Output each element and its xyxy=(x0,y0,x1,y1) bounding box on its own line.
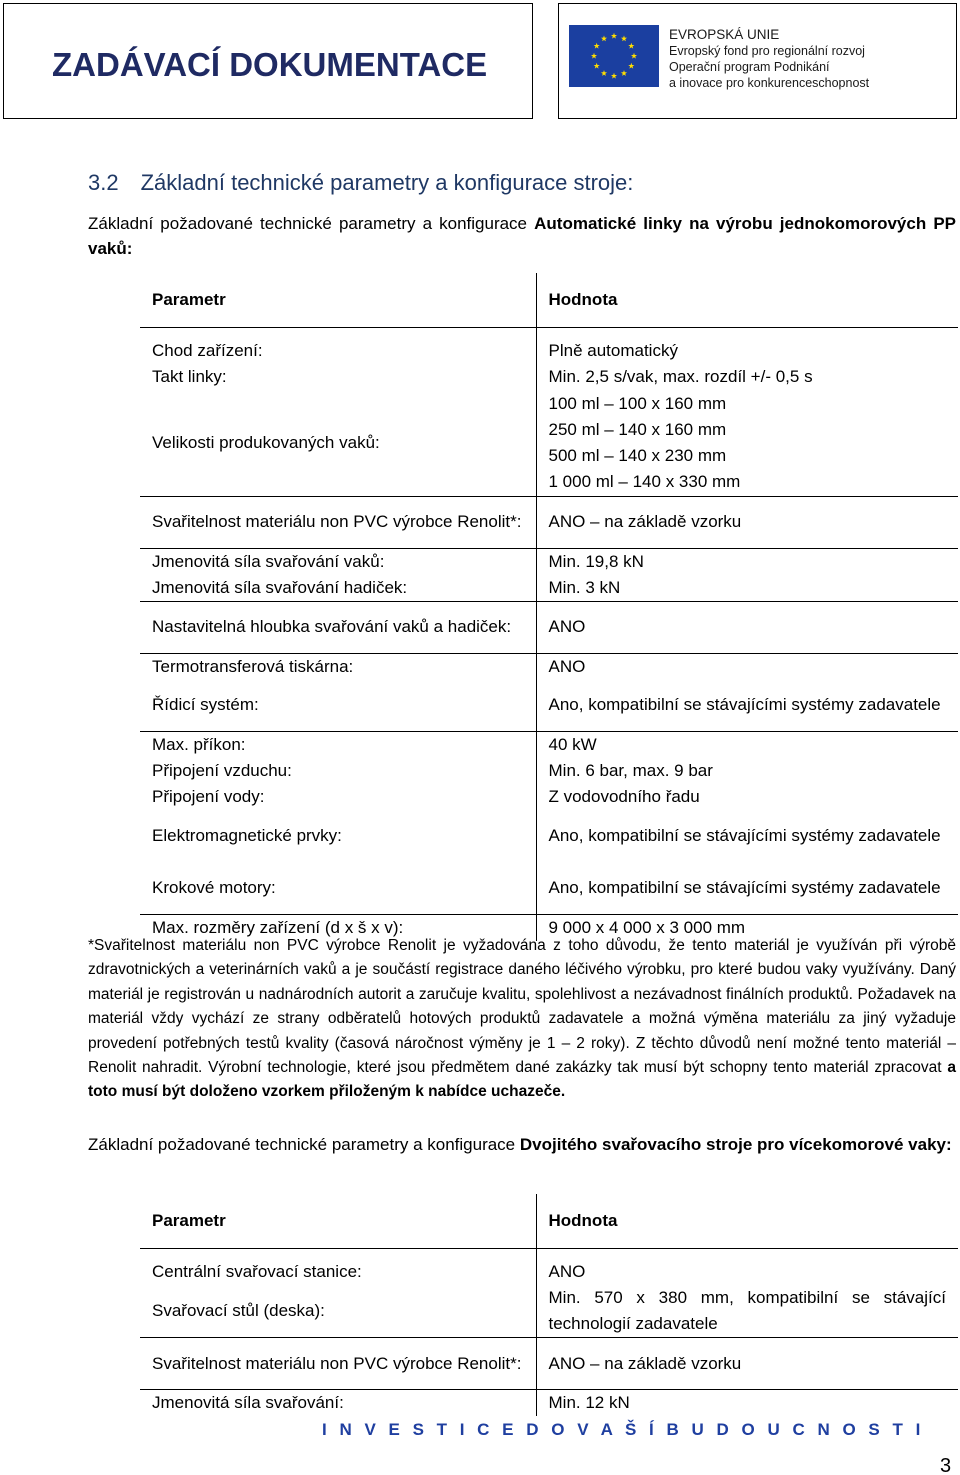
value-line: 250 ml – 140 x 160 mm xyxy=(548,419,727,439)
value-cell: Min. 6 bar, max. 9 bar xyxy=(536,758,958,784)
table-row xyxy=(140,758,958,784)
table-row xyxy=(140,364,958,390)
intro-bold: Automatické linky na výrobu jednokomorových PP vaků: xyxy=(88,214,956,258)
table-header-row xyxy=(140,1194,958,1248)
intro-paragraph-1 xyxy=(88,211,956,261)
table-row xyxy=(140,810,958,862)
parameter-cell: Jmenovitá síla svařování vaků: xyxy=(140,548,536,575)
footer-slogan: I N V E S T I C E D O V A Š Í B U D O U C N O S T I xyxy=(322,1420,925,1439)
table-row xyxy=(140,1285,958,1338)
value-cell: ANO – na základě vzorku xyxy=(536,1338,958,1390)
table-row xyxy=(140,653,958,680)
value-line: 500 ml – 140 x 230 mm xyxy=(548,445,727,465)
value-cell: Plně automatický xyxy=(536,327,958,364)
intro-text: Základní požadované technické parametry a konfigurace xyxy=(88,1135,520,1154)
value-cell: Min. 570 x 380 mm, kompatibilní se stávající technologií zadavatele xyxy=(536,1285,958,1338)
intro-text: Základní požadované technické parametry a konfigurace xyxy=(88,214,535,233)
parameter-cell: Nastavitelná hloubka svařování vaků a hadiček: xyxy=(140,601,536,653)
document-title: ZADÁVACÍ DOKUMENTACE xyxy=(52,46,488,83)
parameter-cell: Centrální svařovací stanice: xyxy=(152,1261,362,1281)
parameter-cell: Připojení vody: xyxy=(152,787,265,806)
parameter-cell: Svařitelnost materiálu non PVC výrobce Renolit*: xyxy=(140,496,536,548)
section-number: 3.2 xyxy=(88,170,119,195)
value-cell xyxy=(536,390,958,496)
parameters-table-1 xyxy=(140,273,958,941)
value-cell: ANO xyxy=(536,601,958,653)
table-row xyxy=(140,575,958,602)
table-row xyxy=(140,732,958,759)
column-header: Hodnota xyxy=(536,273,958,327)
parameter-cell: Chod zařízení: xyxy=(152,340,263,360)
eu-line: EVROPSKÁ UNIE xyxy=(669,27,780,42)
parameter-cell: Připojení vzduchu: xyxy=(152,761,292,780)
table-row xyxy=(140,862,958,914)
value-cell: ANO xyxy=(536,653,958,680)
value-cell: Ano, kompatibilní se stávajícími systémy zadavatele xyxy=(536,680,958,732)
column-header: Parametr xyxy=(140,1194,536,1248)
value-cell: Ano, kompatibilní se stávajícími systémy zadavatele xyxy=(536,810,958,862)
column-header: Parametr xyxy=(140,273,536,327)
parameter-cell: Krokové motory: xyxy=(152,877,276,897)
table-row xyxy=(140,390,958,496)
parameter-cell: Max. rozměry zařízení (d x š x v): xyxy=(140,914,536,941)
value-cell: 9 000 x 4 000 x 3 000 mm xyxy=(536,914,958,941)
eu-line: Evropský fond pro regionální rozvoj xyxy=(669,44,865,58)
eu-line: Operační program Podnikání xyxy=(669,60,830,74)
parameter-cell: Elektromagnetické prvky: xyxy=(152,826,342,845)
note-bold: a toto musí být doloženo vzorkem přiloženým k nabídce uchazeče. xyxy=(88,1059,956,1101)
intro-paragraph-2 xyxy=(88,1132,956,1157)
table-row xyxy=(140,496,958,548)
value-cell: Z vodovodního řadu xyxy=(536,784,958,810)
value-cell: Min. 19,8 kN xyxy=(536,548,958,575)
intro-bold: Dvojitého svařovacího stroje pro vícekomorové vaky: xyxy=(519,1135,952,1154)
section-heading xyxy=(88,170,633,196)
table-row xyxy=(140,680,958,732)
value-cell: ANO xyxy=(536,1248,958,1285)
parameter-cell: Velikosti produkovaných vaků: xyxy=(152,432,380,452)
table-row xyxy=(140,1390,958,1417)
parameter-cell: Svařovací stůl (deska): xyxy=(152,1301,325,1320)
value-cell: Min. 12 kN xyxy=(536,1390,958,1417)
table-row xyxy=(140,1338,958,1390)
table-row xyxy=(140,1248,958,1285)
page-number: 3 xyxy=(940,1455,952,1475)
parameter-cell: Svařitelnost materiálu non PVC výrobce Renolit*: xyxy=(140,1338,536,1390)
note-text: *Svařitelnost materiálu non PVC výrobce Renolit je vyžadována z toho důvodu, že tento materiál je využíván při výrobě zdravotnických a veterinárních vaků a je součástí registrace daného léčivého výrobku, pro které budou vaky využívány. Daný materiál je registrován u nadnárodních autorit a zaručuje kvalitu, spolehlivost a nezávadnost finálních produktů. Požadavek na materiál vždy vychází ze strany odběratelů hotových produktů zadavatele a možná výměna materiálu za jiný vyžaduje provedení potřebných testů kvality (časová náročnost výměny je 1 – 2 roky). Z těchto důvodů není možné tento materiál – Renolit nahradit. Výrobní technologie, které jsou předmětem dané zakázky tak musí být schopny tento materiál zpracovat xyxy=(88,937,956,1077)
column-header: Hodnota xyxy=(536,1194,958,1248)
value-line: 100 ml – 100 x 160 mm xyxy=(548,393,727,413)
value-cell: 40 kW xyxy=(536,732,958,759)
table-row xyxy=(140,601,958,653)
value-line: 1 000 ml – 140 x 330 mm xyxy=(548,471,741,491)
table-row xyxy=(140,548,958,575)
table-row xyxy=(140,784,958,810)
eu-line: a inovace pro konkurenceschopnost xyxy=(669,76,870,90)
parameter-cell: Max. příkon: xyxy=(140,732,536,759)
parameter-cell: Jmenovitá síla svařování hadiček: xyxy=(152,577,408,597)
renolit-note xyxy=(88,934,956,1105)
value-cell: Ano, kompatibilní se stávajícími systémy zadavatele xyxy=(536,862,958,914)
parameter-cell: Termotransferová tiskárna: xyxy=(140,653,536,680)
parameters-table-2 xyxy=(140,1194,958,1416)
value-cell: ANO – na základě vzorku xyxy=(536,496,958,548)
parameter-cell: Řídicí systém: xyxy=(152,695,259,715)
value-cell: Min. 2,5 s/vak, max. rozdíl +/- 0,5 s xyxy=(536,364,958,390)
section-title: Základní technické parametry a konfigurace stroje: xyxy=(140,170,634,195)
table-row xyxy=(140,327,958,364)
value-cell: Min. 3 kN xyxy=(536,575,958,602)
parameter-cell: Jmenovitá síla svařování: xyxy=(140,1390,536,1417)
parameter-cell: Takt linky: xyxy=(152,367,227,386)
table-header-row xyxy=(140,273,958,327)
